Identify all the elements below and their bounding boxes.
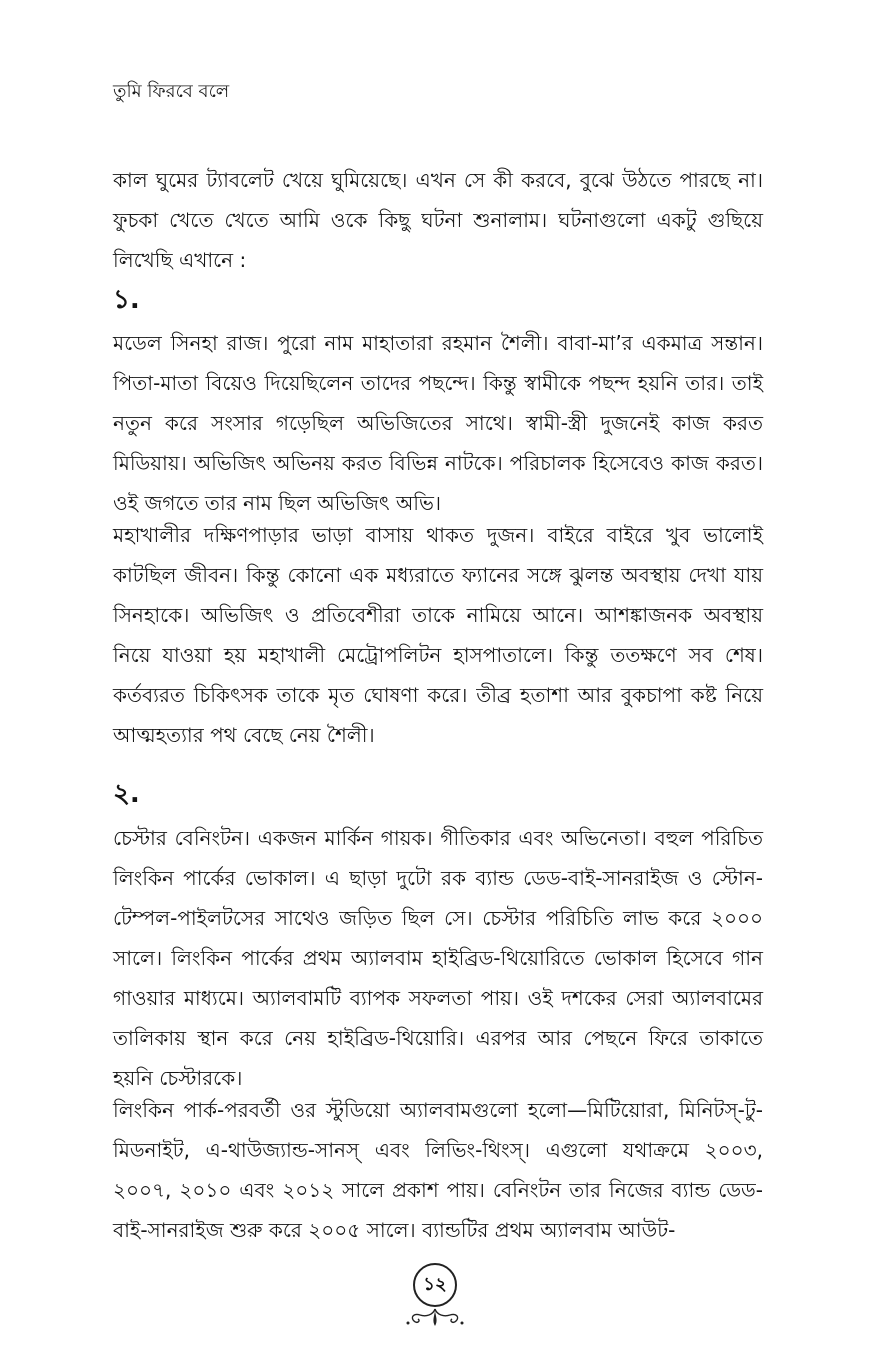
paragraph: লিংকিন পার্ক-পরবর্তী ওর স্টুডিয়ো অ্যালবামগুলো হলো—মিটিয়োরা, মিনিটস্-টু-মিডনাইট, এ-থাউজ্যান্ড-সানস্ এবং লিভিং-থিংস্। এগুলো যথাক্রমে ২০০৩, ২০০৭, ২০১০ এবং ২০১২ সালে প্রকাশ পায়। বেনিংটন তার নিজের ব্যান্ড ডেড-বাই-সানরাইজ শুরু করে ২০০৫ সালে। ব্যান্ডটির প্রথম অ্যালবাম আউট- <box>113 1098 763 1242</box>
section-number-2: ২. <box>113 779 140 809</box>
flourish-ornament-icon <box>404 1307 466 1329</box>
paragraph: মডেল সিনহা রাজ। পুরো নাম মাহাতারা রহমান শৈলী। বাবা-মা’র একমাত্র সন্তান। পিতা-মাতা বিয়েও দিয়েছিলেন তাদের পছন্দে। কিন্তু স্বামীকে পছন্দ হয়নি তার। তাই নতুন করে সংসার গড়েছিল অভিজিতের সাথে। স্বামী-স্ত্রী দুজনেই কাজ করত মিডিয়ায়। অভিজিৎ অভিনয় করত বিভিন্ন নাটকে। পরিচালক হিসেবেও কাজ করত। ওই জগতে তার নাম ছিল অভিজিৎ অভি। <box>113 331 763 515</box>
section-number-1: ১. <box>113 285 140 315</box>
page-number: ১২ <box>413 1263 457 1307</box>
paragraph: চেস্টার বেনিংটন। একজন মার্কিন গায়ক। গীতিকার এবং অভিনেতা। বহুল পরিচিত লিংকিন পার্কের ভোকাল। এ ছাড়া দুটো রক ব্যান্ড ডেড-বাই-সানরাইজ ও স্টোন-টেম্পল-পাইলটসের সাথেও জড়িত ছিল সে। চেস্টার পরিচিতি লাভ করে ২০০০ সালে। লিংকিন পার্কের প্রথম অ্যালবাম হাইব্রিড-থিয়োরিতে ভোকাল হিসেবে গান গাওয়ার মাধ্যমে। অ্যালবামটি ব্যাপক সফলতা পায়। ওই দশকের সেরা অ্যালবামের তালিকায় স্থান করে নেয় হাইব্রিড-থিয়োরি। এরপর আর পেছনে ফিরে তাকাতে হয়নি চেস্টারকে। <box>113 826 763 1090</box>
paragraph: মহাখালীর দক্ষিণপাড়ার ভাড়া বাসায় থাকত দুজন। বাইরে বাইরে খুব ভালোই কাটছিল জীবন। কিন্তু কোনো এক মধ্যরাতে ফ্যানের সঙ্গে ঝুলন্ত অবস্থায় দেখা যায় সিনহাকে। অভিজিৎ ও প্রতিবেশীরা তাকে নামিয়ে আনে। আশঙ্কাজনক অবস্থায় নিয়ে যাওয়া হয় মহাখালী মেট্রোপলিটন হাসপাতালে। কিন্তু ততক্ষণে সব শেষ। কর্তব্যরত চিকিৎসক তাকে মৃত ঘোষণা করে। তীব্র হতাশা আর বুকচাপা কষ্ট নিয়ে আত্মহত্যার পথ বেছে নেয় শৈলী। <box>113 523 763 747</box>
intro-paragraph: কাল ঘুমের ট্যাবলেট খেয়ে ঘুমিয়েছে। এখন সে কী করবে, বুঝে উঠতে পারছে না। ফুচকা খেতে খেতে আমি ওকে কিছু ঘটনা শুনালাম। ঘটনাগুলো একটু গুছিয়ে লিখেছি এখানে : <box>113 168 763 272</box>
running-header: তুমি ফিরবে বলে <box>113 81 230 102</box>
page-number-folio <box>410 1263 460 1333</box>
